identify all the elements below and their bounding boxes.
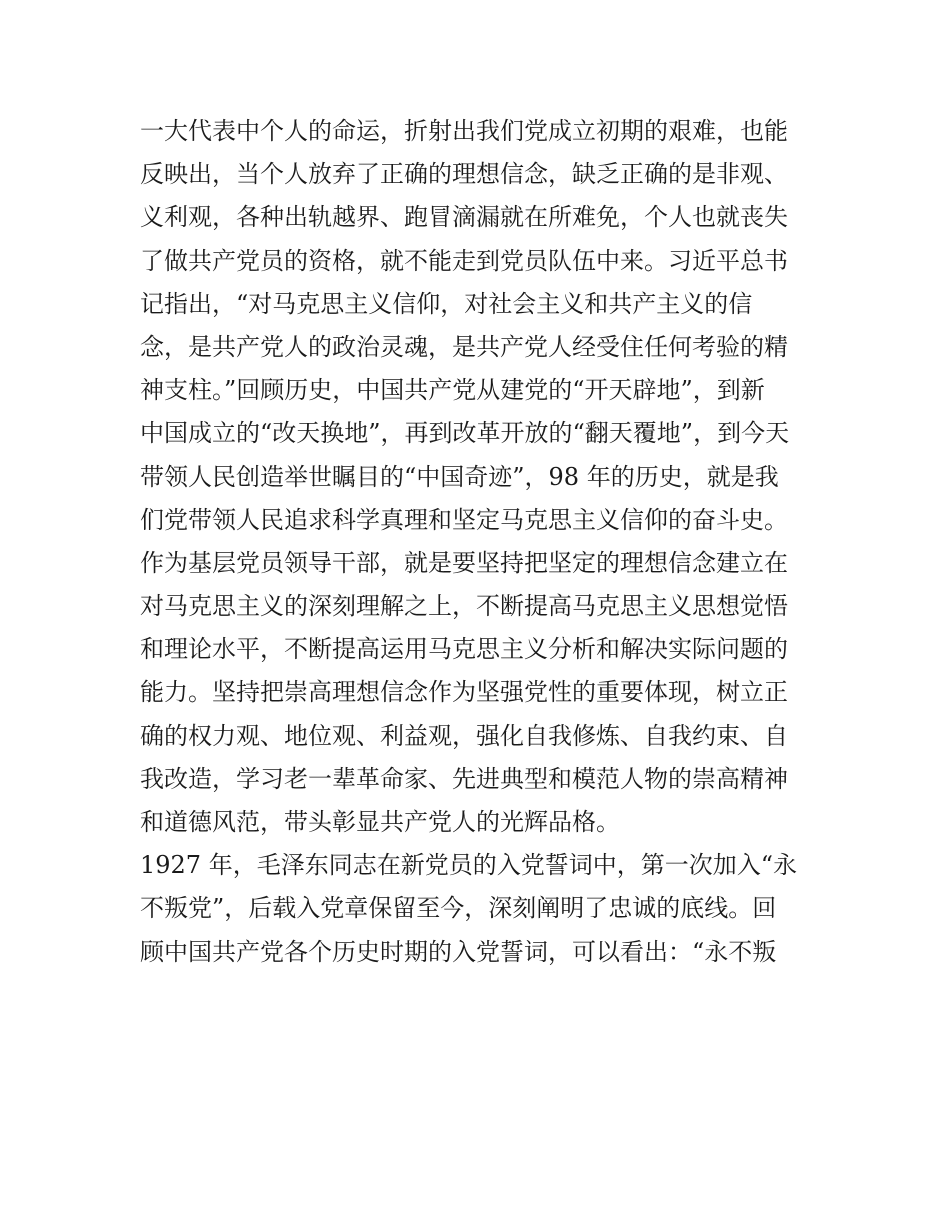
text-line: 和理论水平，不断提高运用马克思主义分析和解决实际问题的 — [140, 635, 788, 664]
text-line: 义利观，各种出轨越界、跑冒滴漏就在所难免，个人也就丧失 — [140, 203, 788, 232]
text-line: 对马克思主义的深刻理解之上，不断提高马克思主义思想觉悟 — [140, 592, 788, 621]
text-line: 1927 年，毛泽东同志在新党员的入党誓词中，第一次加入“永 — [140, 851, 797, 880]
text-line: 不叛党”，后载入党章保留至今，深刻阐明了忠诚的底线。回 — [140, 894, 777, 923]
text-line: 作为基层党员领导干部，就是要坚持把坚定的理想信念建立在 — [140, 548, 788, 577]
text-line: 我改造，学习老一辈革命家、先进典型和模范人物的崇高精神 — [140, 764, 788, 793]
text-line: 神支柱。”回顾历史，中国共产党从建党的“开天辟地”，到新 — [140, 376, 765, 405]
body-text — [140, 110, 820, 974]
text-line: 们党带领人民追求科学真理和坚定马克思主义信仰的奋斗史。 — [140, 505, 788, 534]
text-line: 和道德风范，带头彰显共产党人的光辉品格。 — [140, 808, 620, 836]
text-line: 中国成立的“改天换地”，再到改革开放的“翻天覆地”，到今天 — [140, 419, 790, 448]
text-line: 一大代表中个人的命运，折射出我们党成立初期的艰难，也能 — [140, 117, 788, 145]
text-line: 确的权力观、地位观、利益观，强化自我修炼、自我约束、自 — [140, 721, 788, 750]
text-line: 念，是共产党人的政治灵魂，是共产党人经受住任何考验的精 — [140, 332, 788, 361]
text-line: 顾中国共产党各个历史时期的入党誓词，可以看出：“永不叛 — [140, 937, 777, 966]
text-line: 了做共产党员的资格，就不能走到党员队伍中来。习近平总书 — [140, 246, 788, 275]
text-line: 反映出，当个人放弃了正确的理想信念，缺乏正确的是非观、 — [140, 160, 788, 189]
text-line: 带领人民创造举世瞩目的“中国奇迹”，98 年的历史，就是我 — [140, 462, 779, 491]
text-line: 记指出，“对马克思主义信仰，对社会主义和共产主义的信 — [140, 289, 753, 318]
text-line: 能力。坚持把崇高理想信念作为坚强党性的重要体现，树立正 — [140, 678, 788, 707]
